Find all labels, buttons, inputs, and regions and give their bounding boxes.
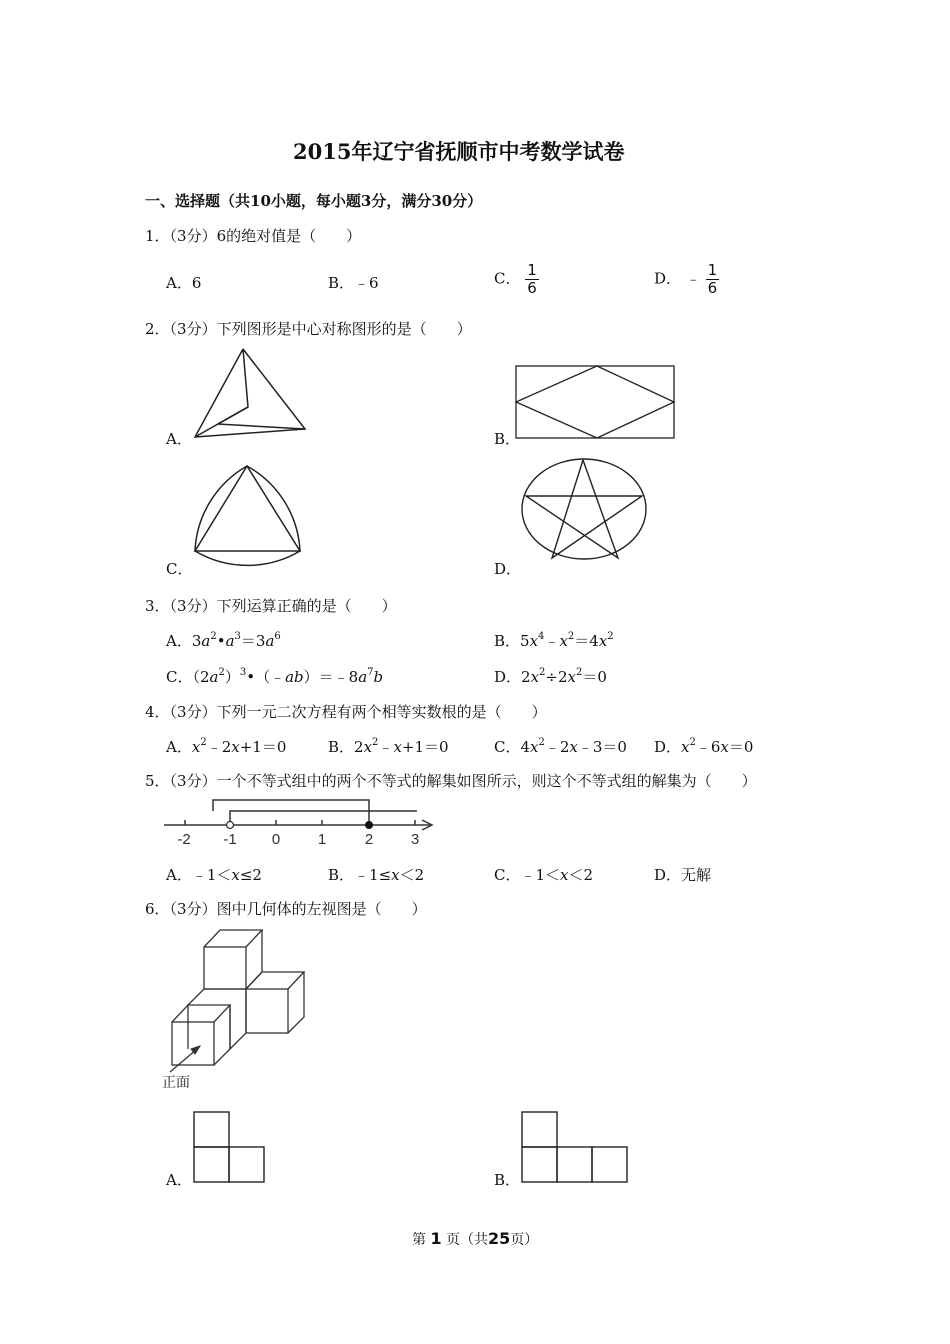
- q3-option-a-label: A．: [166, 632, 192, 650]
- tick-label: -1: [223, 831, 237, 848]
- q5-option-b: B．﹣1≤x＜2: [328, 866, 425, 884]
- q4-option-b: B．$2x^2﹣x+1=0$: [328, 737, 449, 756]
- q5-option-b-label: B．: [328, 866, 355, 884]
- section-header: 一、选择题（共10小题，每小题3分，满分30分）: [145, 192, 483, 210]
- q2-figure-c-reuleaux-triangle: [192, 463, 304, 559]
- q1-option-d-fraction: [706, 262, 720, 297]
- q2-option-b: B．: [494, 430, 521, 448]
- q6-cube-solid-figure: [160, 925, 320, 1095]
- q3-option-b: B．$5x^4﹣x^2=4x^2$: [494, 631, 614, 650]
- page-title: 2015年辽宁省抚顺市中考数学试卷: [293, 139, 625, 164]
- current-page-number: 1: [430, 1229, 442, 1248]
- q3-option-d: D．$2x^2\div 2x^2=0$: [494, 667, 607, 686]
- total-page-number: 25: [488, 1229, 511, 1248]
- tick-label: 3: [410, 831, 420, 848]
- q1-option-d: [654, 262, 719, 297]
- q3-option-b-label: B．: [494, 632, 521, 650]
- page-footer: [412, 1229, 538, 1249]
- q1-option-c-label: C．: [494, 269, 521, 288]
- q1-option-a: A．6: [166, 274, 202, 292]
- fraction-denominator: 6: [707, 279, 718, 297]
- fraction-numerator: 1: [527, 261, 537, 279]
- question-3-stem: 3．（3分）下列运算正确的是（ ）: [145, 597, 397, 615]
- q2-option-c: C．: [166, 560, 193, 578]
- fraction-numerator: 1: [707, 261, 718, 279]
- tick-label: 0: [271, 831, 281, 848]
- q6-option-a: A．: [166, 1171, 192, 1189]
- q4-option-b-label: B．: [328, 738, 355, 756]
- tick-label: 2: [364, 831, 374, 848]
- q4-option-d-label: D．: [654, 738, 682, 756]
- q1-option-d-sign: ﹣: [685, 269, 701, 288]
- q5-option-a-label: A．: [166, 866, 192, 884]
- q4-option-a: A．$x^2﹣2x+1=0$: [166, 737, 287, 756]
- q2-option-d: D．: [494, 560, 522, 578]
- front-label: 正面: [162, 1075, 190, 1091]
- q1-option-c-fraction: [525, 262, 539, 297]
- q4-option-c-label: C．: [494, 738, 521, 756]
- q6-option-b-figure: [521, 1111, 631, 1185]
- q1-option-b: B．﹣6: [328, 274, 379, 292]
- question-2-stem: 2．（3分）下列图形是中心对称图形的是（ ）: [145, 320, 472, 338]
- question-6-stem: 6．（3分）图中几何体的左视图是（ ）: [145, 900, 427, 918]
- q5-option-a: A．﹣1＜x≤2: [166, 866, 262, 884]
- question-5-stem: 5．（3分）一个不等式组中的两个不等式的解集如图所示，则这个不等式组的解集为（ ）: [145, 772, 757, 790]
- q5-option-d: D．无解: [654, 866, 712, 884]
- q5-option-c: C．﹣1＜x＜2: [494, 866, 594, 884]
- q1-option-c: [494, 262, 539, 297]
- fraction-denominator: 6: [527, 279, 537, 297]
- question-1-stem: 1．（3分）6的绝对值是（ ）: [145, 227, 362, 245]
- q3-option-c: C．$(2a^2)^3•(﹣ab)=﹣8a^7b$: [166, 667, 384, 686]
- q2-figure-b-rhombus-in-rectangle: [515, 365, 677, 441]
- q1-option-d-label: D．: [654, 269, 682, 288]
- q6-option-b: B．: [494, 1171, 521, 1189]
- q2-figure-d-pentagram-in-ellipse: [520, 458, 650, 562]
- footer-suffix: 页）: [510, 1232, 539, 1248]
- q3-option-d-label: D．: [494, 668, 522, 686]
- tick-label: 1: [317, 831, 327, 848]
- q4-option-d: D．$x^2﹣6x=0$: [654, 737, 754, 756]
- question-4-stem: 4．（3分）下列一元二次方程有两个相等实数根的是（ ）: [145, 703, 547, 721]
- q4-option-c: C．$4x^2﹣2x﹣3=0$: [494, 737, 627, 756]
- q2-figure-a-pinwheel-triangle: [190, 345, 310, 440]
- footer-middle: 页（共: [446, 1232, 489, 1248]
- footer-prefix: 第: [412, 1232, 426, 1248]
- q6-option-a-figure: [193, 1111, 267, 1185]
- q2-option-a: A．: [166, 430, 192, 448]
- q5-option-c-label: C．: [494, 866, 521, 884]
- tick-label: -2: [177, 831, 191, 848]
- q5-number-line: [160, 798, 440, 848]
- q4-option-a-label: A．: [166, 738, 192, 756]
- q3-option-a: A．$3a^2•a^3=3a^6$: [166, 631, 281, 650]
- q3-option-c-label: C．: [166, 668, 193, 686]
